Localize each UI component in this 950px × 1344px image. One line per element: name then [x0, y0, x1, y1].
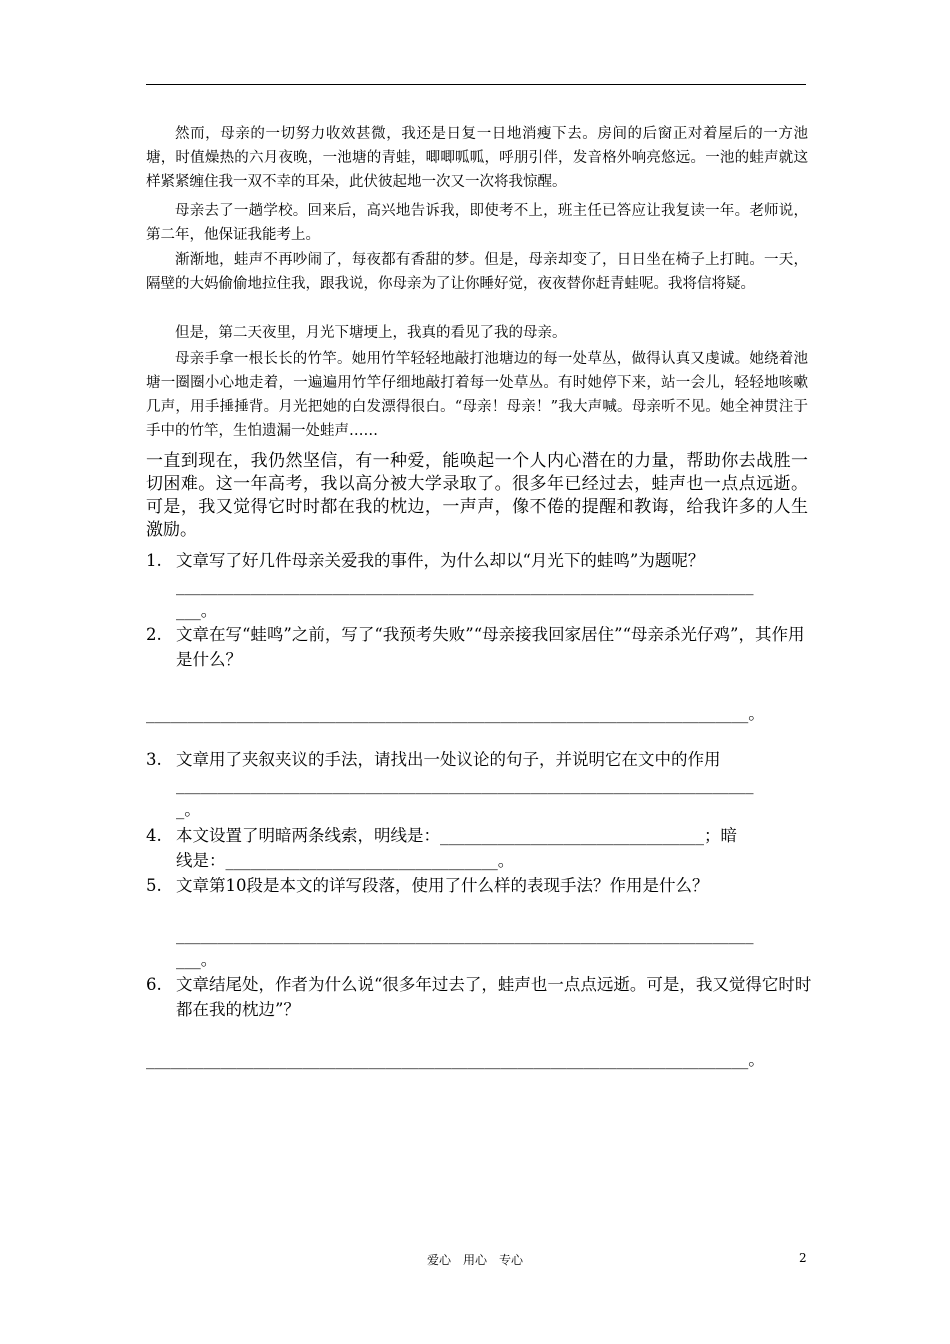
paragraph-3: 渐渐地，蛙声不再吵闹了，每夜都有香甜的梦。但是，母亲却变了，日日坐在椅子上打盹。一天，隔壁的大妈偷偷地拉住我，跟我说，你母亲为了让你睡好觉，夜夜替你赶青蛙呢。我将信将疑。 [146, 252, 808, 292]
question-text: 文章结尾处，作者为什么说“很多年过去了，蛙声也一点点远逝。可是，我又觉得它时时都在我的枕边”？ [176, 975, 812, 1019]
question-text: 文章第10段是本文的详写段落，使用了什么样的表现手法？作用是什么？ [176, 876, 709, 895]
question-text: 文章写了好几件母亲关爱我的事件，为什么却以“月光下的蛙鸣”为题呢？ [176, 551, 705, 570]
answer-blank[interactable]: ______________________________________________________________________ [176, 576, 754, 595]
footer-motto: 爱心 用心 专心 [426, 1253, 523, 1267]
question-number: 4. [146, 826, 162, 845]
answer-blank-end[interactable]: ___。 [176, 950, 218, 969]
question-6 [146, 972, 812, 1022]
question-number: 2. [146, 625, 162, 644]
question-5 [146, 873, 812, 972]
question-3 [146, 747, 812, 822]
question-text: 文章用了夹叙夹议的手法，请找出一处议论的句子，并说明它在文中的作用 [176, 750, 721, 769]
question-number: 5. [146, 876, 162, 895]
question-text-line-2[interactable]: 线是：_________________________________。 [176, 851, 515, 870]
answer-blank[interactable]: ______________________________________________________________________ [176, 775, 754, 794]
paragraph-6: 一直到现在，我仍然坚信，有一种爱，能唤起一个人内心潜在的力量，帮助你去战胜一切困难。这一年高考，我以高分被大学录取了。很多年已经过去，蛙声也一点点远逝。可是，我又觉得它时时都在我的枕边，一声声，像不倦的提醒和教诲，给我许多的人生激励。 [146, 451, 808, 540]
paragraph-1: 然而，母亲的一切努力收效甚微，我还是日复一日地消瘦下去。房间的后窗正对着屋后的一方池塘，时值燥热的六月夜晚，一池塘的青蛙，唧唧呱呱，呼朋引伴，发音格外响亮悠远。一池的蛙声就这样紧紧缠住我一双不幸的耳朵，此伏彼起地一次又一次将我惊醒。 [146, 126, 808, 190]
question-number: 1. [146, 551, 162, 570]
answer-blank[interactable]: ______________________________________________________________________ [176, 925, 754, 944]
answer-blank[interactable]: _________________________________________________________________________。 [146, 704, 765, 723]
question-number: 6. [146, 975, 162, 994]
question-text: 文章在写“蛙鸣”之前，写了“我预考失败”“母亲接我回家居住”“母亲杀光仔鸡”，其作用是什么？ [176, 625, 805, 669]
question-2 [146, 622, 812, 672]
question-text-line-1[interactable]: 本文设置了明暗两条线索，明线是：________________________________；暗 [176, 826, 737, 845]
paragraph-5: 母亲手拿一根长长的竹竿。她用竹竿轻轻地敲打池塘边的每一处草丛，做得认真又虔诚。她绕着池塘一圈圈小心地走着，一遍遍用竹竿仔细地敲打着每一处草丛。有时她停下来，站一会儿，轻轻地咳嗽几声，用手捶捶背。月光把她的白发漂得很白。“母亲！母亲！”我大声喊。母亲听不见。她全神贯注于手中的竹竿，生怕遗漏一处蛙声…… [146, 351, 808, 439]
question-number: 3. [146, 750, 162, 769]
question-4 [146, 823, 812, 873]
answer-blank-end[interactable]: _。 [176, 800, 201, 819]
answer-blank-end[interactable]: ___。 [176, 601, 218, 620]
page-number: 2 [799, 1251, 807, 1265]
header-rule [146, 84, 806, 85]
answer-blank[interactable]: _________________________________________________________________________。 [146, 1050, 765, 1069]
question-1 [146, 548, 812, 623]
paragraph-4: 但是，第二天夜里，月光下塘埂上，我真的看见了我的母亲。 [175, 325, 567, 341]
paragraph-2: 母亲去了一趟学校。回来后，高兴地告诉我，即使考不上，班主任已答应让我复读一年。老师说，第二年，他保证我能考上。 [146, 203, 808, 243]
